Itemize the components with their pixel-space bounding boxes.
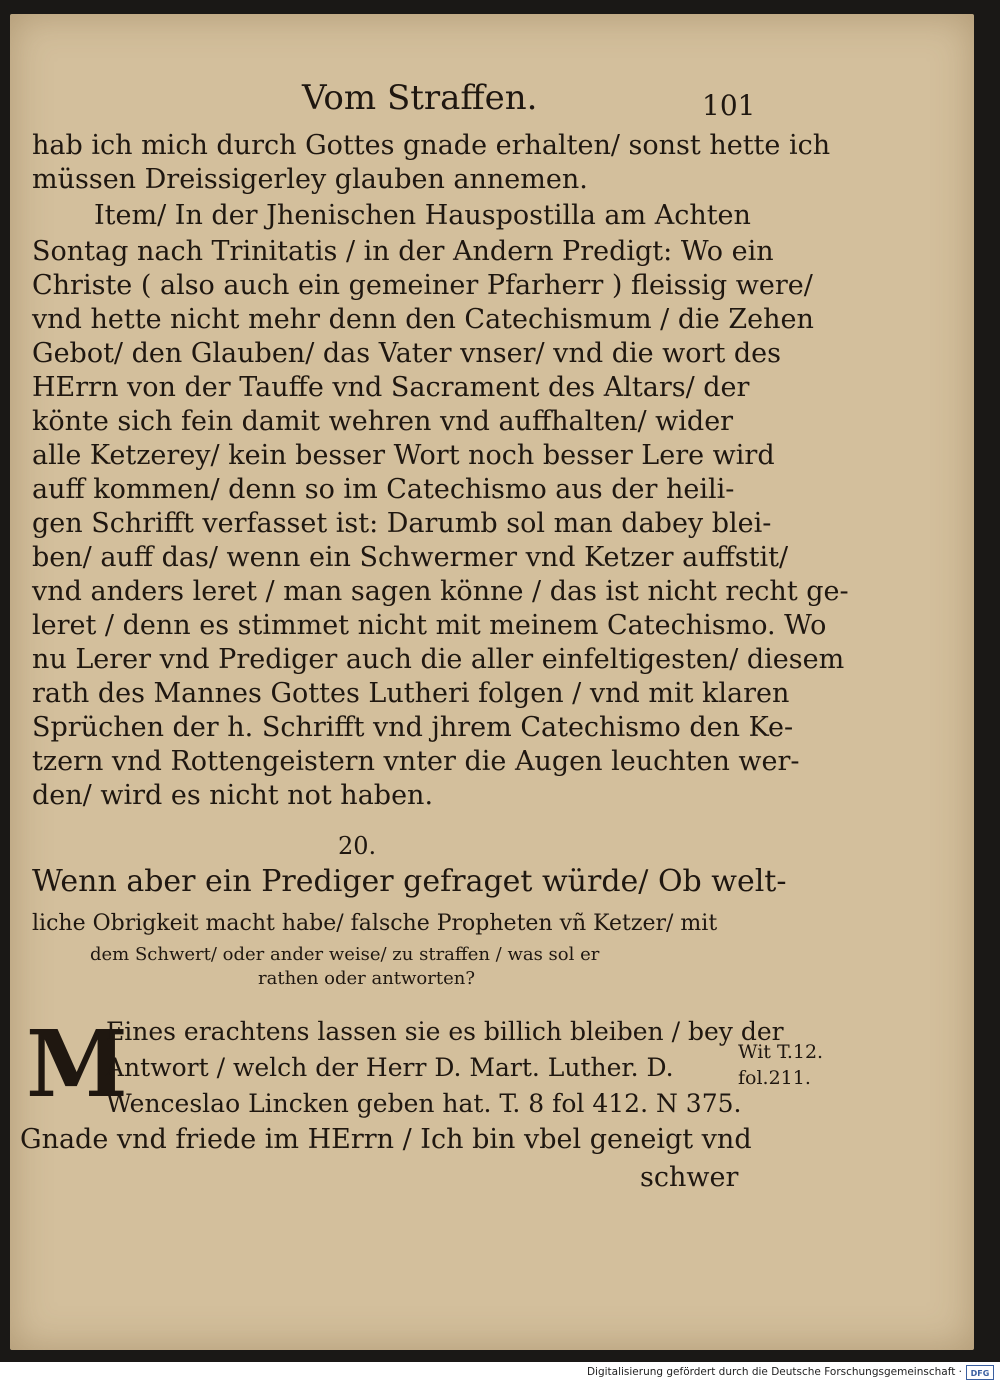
body-line: Christe ( also auch ein gemeiner Pfarherr ) fleissig were/ bbox=[32, 270, 813, 301]
body-line: tzern vnd Rottengeistern vnter die Augen leuchten wer- bbox=[32, 746, 800, 777]
digitization-footer bbox=[0, 1362, 1000, 1384]
body-line: alle Ketzerey/ kein besser Wort noch besser Lere wird bbox=[32, 440, 775, 471]
body-line: Sontag nach Trinitatis / in der Andern Predigt: Wo ein bbox=[32, 236, 774, 267]
body-line: nu Lerer vnd Prediger auch die aller einfeltigesten/ diesem bbox=[32, 644, 845, 675]
section-subheading-line: dem Schwert/ oder ander weise/ zu straffen / was sol er bbox=[90, 944, 600, 965]
page-number: 101 bbox=[702, 89, 756, 122]
body-line: HErrn von der Tauffe vnd Sacrament des Altars/ der bbox=[32, 372, 750, 403]
section-heading-line: liche Obrigkeit macht habe/ falsche Propheten vñ Ketzer/ mit bbox=[32, 911, 718, 936]
answer-line: Wenceslao Lincken geben hat. T. 8 fol 412. N 375. bbox=[106, 1089, 742, 1118]
body-line: auff kommen/ denn so im Catechismo aus der heili- bbox=[32, 474, 735, 505]
footer-credit: Digitalisierung gefördert durch die Deutsche Forschungsgemeinschaft · bbox=[586, 1366, 962, 1378]
body-line: ben/ auff das/ wenn ein Schwermer vnd Ketzer auffstit/ bbox=[32, 542, 789, 573]
answer-line: Eines erachtens lassen sie es billich bleiben / bey der bbox=[106, 1017, 784, 1046]
section-number: 20. bbox=[338, 832, 377, 860]
body-line: hab ich mich durch Gottes gnade erhalten/ sonst hette ich bbox=[32, 130, 831, 161]
body-line: rath des Mannes Gottes Lutheri folgen / vnd mit klaren bbox=[32, 678, 790, 709]
body-line: leret / denn es stimmet nicht mit meinem Catechismo. Wo bbox=[32, 610, 827, 641]
book-page bbox=[10, 14, 974, 1350]
body-line: Sprüchen der h. Schrifft vnd jhrem Catechismo den Ke- bbox=[32, 712, 794, 743]
body-line: müssen Dreissigerley glauben annemen. bbox=[32, 164, 588, 195]
drop-cap: M bbox=[26, 1010, 128, 1118]
body-line: Item/ In der Jhenischen Hauspostilla am Achten bbox=[94, 200, 751, 231]
running-head: Vom Straffen. bbox=[302, 78, 538, 118]
marginal-note-line: fol.211. bbox=[738, 1067, 811, 1089]
dfg-logo-icon: DFG bbox=[966, 1365, 994, 1380]
body-line: den/ wird es nicht not haben. bbox=[32, 780, 434, 811]
body-line: könte sich fein damit wehren vnd auffhalten/ wider bbox=[32, 406, 734, 437]
body-line: Gebot/ den Glauben/ das Vater vnser/ vnd die wort des bbox=[32, 338, 781, 369]
answer-line: Gnade vnd friede im HErrn / Ich bin vbel geneigt vnd bbox=[20, 1124, 752, 1155]
body-line: vnd hette nicht mehr denn den Catechismum / die Zehen bbox=[32, 304, 814, 335]
marginal-note-line: Wit T.12. bbox=[738, 1041, 824, 1063]
catchword: schwer bbox=[640, 1162, 739, 1193]
section-heading-line: Wenn aber ein Prediger gefraget würde/ Ob welt- bbox=[32, 864, 787, 899]
section-subheading-line: rathen oder antworten? bbox=[258, 968, 476, 989]
body-line: vnd anders leret / man sagen könne / das ist nicht recht ge- bbox=[32, 576, 849, 607]
answer-line: Antwort / welch der Herr D. Mart. Luther. D. bbox=[106, 1053, 674, 1082]
body-line: gen Schrifft verfasset ist: Darumb sol man dabey blei- bbox=[32, 508, 772, 539]
